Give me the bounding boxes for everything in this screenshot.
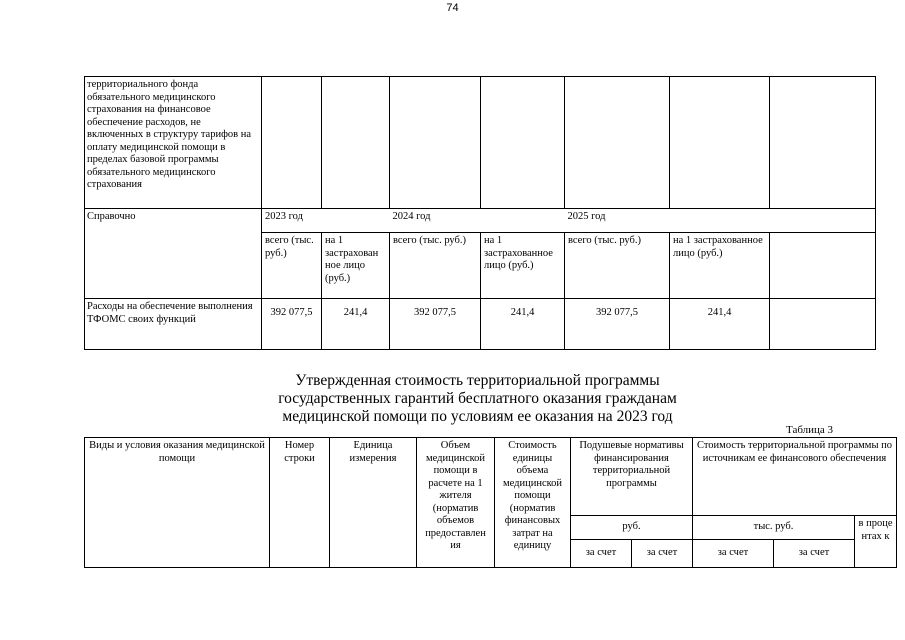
table-cell (262, 77, 322, 209)
year-2024: 2024 год (390, 209, 565, 233)
value-cell: 241,4 (322, 299, 390, 350)
col-per-insured-2025: на 1 застрахованное лицо (руб.) (670, 233, 770, 299)
year-2023: 2023 год (262, 209, 390, 233)
header-types: Виды и условия оказания медицинской помощи (85, 438, 270, 568)
value-cell: 392 077,5 (565, 299, 670, 350)
section-title: Утвержденная стоимость территориальной программы государственных гарантий бесплатного оказания гражданам медицинской помощи по условиям ее оказания на 2023 год (278, 372, 677, 425)
table-cell (670, 77, 770, 209)
header-rub: руб. (571, 516, 693, 540)
year-2025: 2025 год (565, 209, 770, 233)
value-cell: 241,4 (481, 299, 565, 350)
table-cell (481, 77, 565, 209)
table-cell (565, 77, 670, 209)
table-cell (770, 77, 876, 209)
col-total-2024: всего (тыс. руб.) (390, 233, 481, 299)
header-unit: Единица измерения (330, 438, 417, 568)
header-per-capita: Подушевые нормативы финансирования территориальной программы (571, 438, 693, 516)
value-cell: 392 077,5 (262, 299, 322, 350)
table-cell (770, 209, 876, 233)
spravochno-label: Справочно (85, 209, 262, 299)
table-cell (770, 299, 876, 350)
header-thousand-rub: тыс. руб. (693, 516, 855, 540)
header-at-expense: за счет (571, 540, 632, 568)
header-percent: в проце нтах к (855, 516, 897, 568)
table-label: Таблица 3 (786, 424, 834, 436)
value-cell: 241,4 (670, 299, 770, 350)
fund-row-label: территориального фонда обязательного медицинского страхования на финансовое обеспечение расходов, не включенных в структуру тарифов на оплату медицинской помощи в пределах базовой программы обязательного медицинского страхования (85, 77, 262, 209)
value-cell: 392 077,5 (390, 299, 481, 350)
header-at-expense: за счет (693, 540, 774, 568)
col-per-insured-2024: на 1 застрахованное лицо (руб.) (481, 233, 565, 299)
header-total-cost: Стоимость территориальной программы по источникам ее финансового обеспечения (693, 438, 897, 516)
header-row-number: Номер строки (270, 438, 330, 568)
expenses-row-label: Расходы на обеспечение выполнения ТФОМС своих функций (85, 299, 262, 350)
col-total-2023: всего (тыс. руб.) (262, 233, 322, 299)
table-cell (390, 77, 481, 209)
header-cost: Стоимость единицы объема медицинской помощи (норматив финансовых затрат на единицу (495, 438, 571, 568)
cost-table (84, 437, 897, 568)
header-volume: Объем медицинской помощи в расчете на 1 жителя (норматив объемов предоставлен ия (417, 438, 495, 568)
table-cell (322, 77, 390, 209)
header-at-expense: за счет (632, 540, 693, 568)
col-total-2025: всего (тыс. руб.) (565, 233, 670, 299)
header-at-expense: за счет (774, 540, 855, 568)
table-cell (770, 233, 876, 299)
page-number: 74 (446, 2, 459, 14)
financing-table (84, 76, 876, 350)
col-per-insured-2023: на 1 застрахован ное лицо (руб.) (322, 233, 390, 299)
